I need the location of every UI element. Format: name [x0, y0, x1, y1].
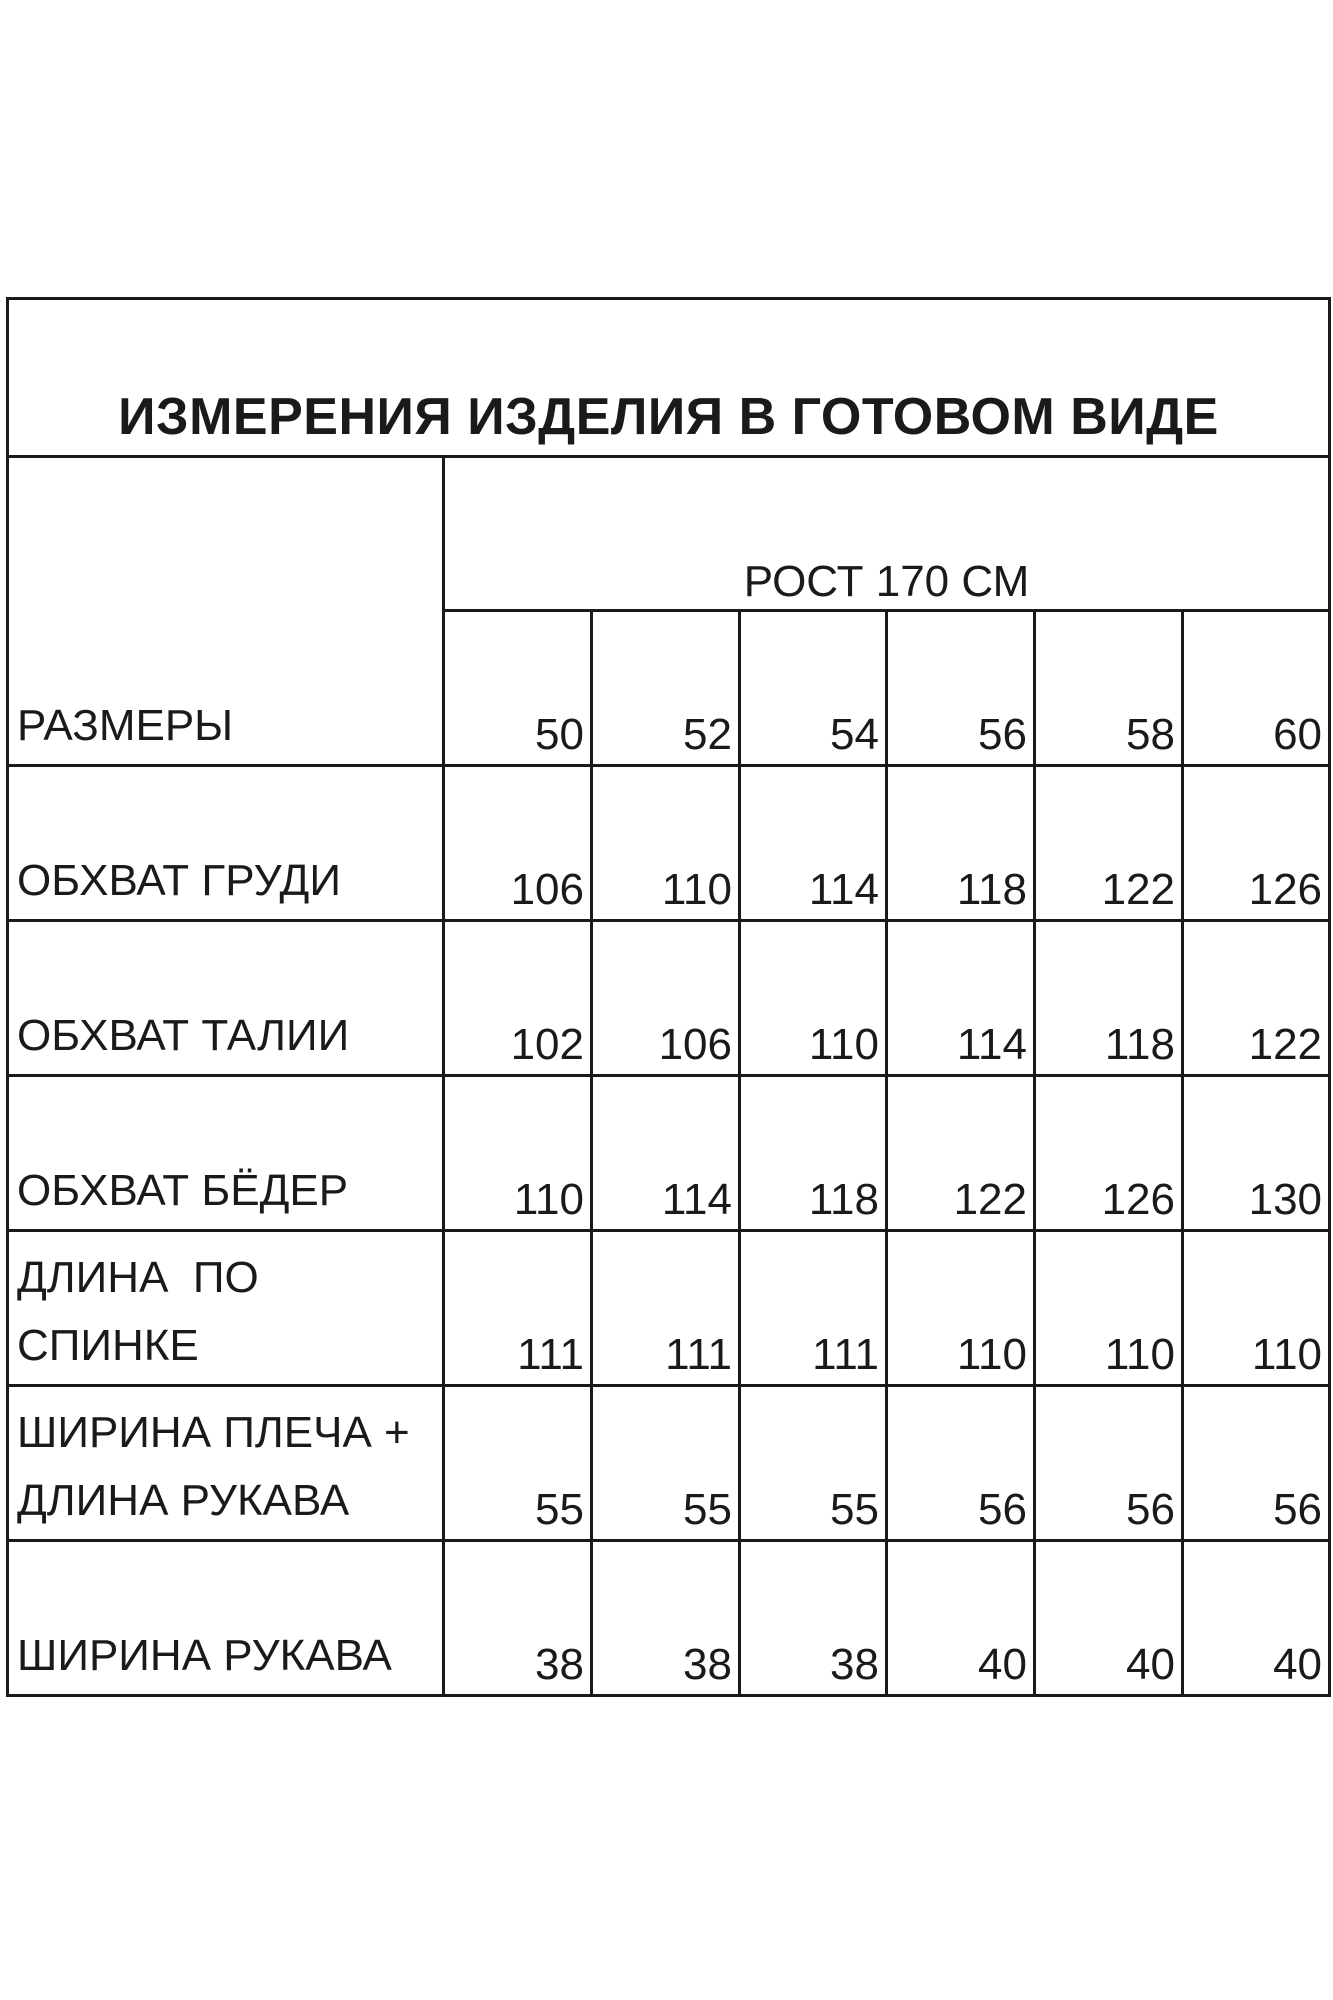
table-row-waist: [8, 921, 1330, 1076]
value-cell: 122: [1183, 921, 1330, 1076]
table-row-back-length: [8, 1231, 1330, 1386]
row-label-line: ОБХВАТ БЁДЕР: [17, 1166, 349, 1215]
value-cell: 55: [444, 1386, 592, 1541]
value-cell: 114: [887, 921, 1035, 1076]
value-cell: 40: [1035, 1541, 1183, 1696]
value-cell: 118: [887, 766, 1035, 921]
value-cell: 118: [740, 1076, 887, 1231]
value-cell: 111: [740, 1231, 887, 1386]
value-cell: 114: [740, 766, 887, 921]
value-cell: 56: [1035, 1386, 1183, 1541]
value-cell: 38: [444, 1541, 592, 1696]
value-cell: 38: [740, 1541, 887, 1696]
value-cell: 122: [887, 1076, 1035, 1231]
value-cell: 56: [1183, 1386, 1330, 1541]
value-cell: 110: [887, 1231, 1035, 1386]
size-cell: 56: [887, 611, 1035, 766]
height-label: РОСТ 170 СМ: [444, 457, 1330, 611]
value-cell: 110: [592, 766, 740, 921]
value-cell: 55: [740, 1386, 887, 1541]
row-label-line: ДЛИНА РУКАВА: [17, 1476, 350, 1525]
height-row: [8, 457, 1330, 611]
value-cell: 40: [1183, 1541, 1330, 1696]
size-cell: 52: [592, 611, 740, 766]
value-cell: 110: [1183, 1231, 1330, 1386]
value-cell: 118: [1035, 921, 1183, 1076]
row-label: [8, 1231, 444, 1386]
row-label-line: ШИРИНА ПЛЕЧА +: [17, 1408, 410, 1457]
value-cell: 111: [444, 1231, 592, 1386]
value-cell: 106: [444, 766, 592, 921]
value-cell: 38: [592, 1541, 740, 1696]
size-cell: 58: [1035, 611, 1183, 766]
value-cell: 126: [1183, 766, 1330, 921]
value-cell: 110: [1035, 1231, 1183, 1386]
row-label: [8, 1541, 444, 1696]
table-row-chest: [8, 766, 1330, 921]
value-cell: 40: [887, 1541, 1035, 1696]
value-cell: 114: [592, 1076, 740, 1231]
row-label-line: ШИРИНА РУКАВА: [17, 1631, 392, 1680]
value-cell: 111: [592, 1231, 740, 1386]
title-row: [8, 299, 1330, 457]
value-cell: 122: [1035, 766, 1183, 921]
row-label: [8, 921, 444, 1076]
value-cell: 130: [1183, 1076, 1330, 1231]
table-row-hips: [8, 1076, 1330, 1231]
value-cell: 56: [887, 1386, 1035, 1541]
row-label: [8, 766, 444, 921]
table-row-sleeve-width: [8, 1541, 1330, 1696]
row-label: [8, 1386, 444, 1541]
size-measurement-table: [6, 297, 1331, 1697]
value-cell: 102: [444, 921, 592, 1076]
value-cell: 106: [592, 921, 740, 1076]
value-cell: 55: [592, 1386, 740, 1541]
row-label-line: ОБХВАТ ГРУДИ: [17, 856, 341, 905]
value-cell: 110: [740, 921, 887, 1076]
value-cell: 126: [1035, 1076, 1183, 1231]
row-label: [8, 1076, 444, 1231]
table-title: ИЗМЕРЕНИЯ ИЗДЕЛИЯ В ГОТОВОМ ВИДЕ: [8, 299, 1330, 457]
size-cell: 54: [740, 611, 887, 766]
value-cell: 110: [444, 1076, 592, 1231]
row-label-line: СПИНКЕ: [17, 1321, 199, 1370]
table-row-shoulder-sleeve: [8, 1386, 1330, 1541]
size-cell: 60: [1183, 611, 1330, 766]
row-label-line: ДЛИНА ПО: [17, 1253, 259, 1302]
sizes-label: РАЗМЕРЫ: [8, 457, 444, 766]
row-label-line: ОБХВАТ ТАЛИИ: [17, 1011, 350, 1060]
size-cell: 50: [444, 611, 592, 766]
table-body: [8, 299, 1330, 1696]
